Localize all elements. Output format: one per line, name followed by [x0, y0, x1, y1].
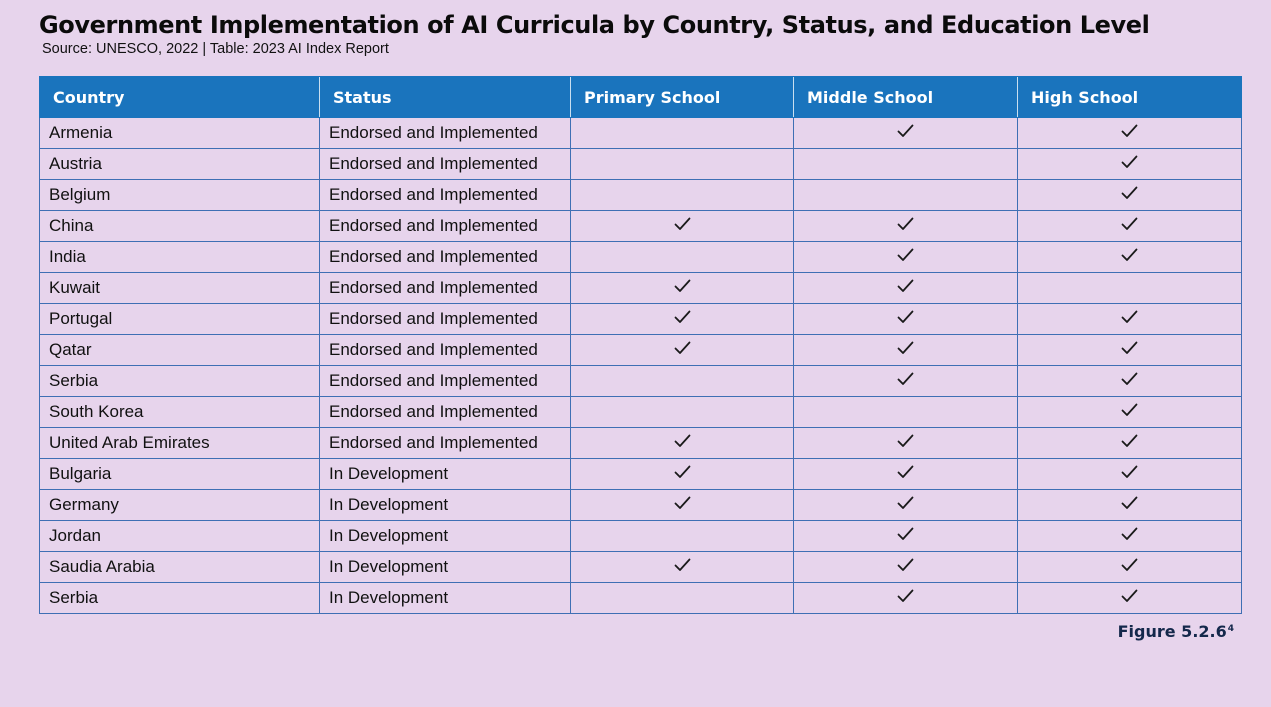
checkmark-icon: [897, 340, 914, 360]
checkmark-icon: [1121, 402, 1138, 422]
source-note: Source: UNESCO, 2022 | Table: 2023 AI Index Report: [42, 41, 389, 57]
high-school-cell: [1018, 428, 1242, 459]
table-row: [40, 552, 1242, 583]
high-school-cell: [1018, 583, 1242, 614]
table-row: [40, 180, 1242, 211]
status-cell: Endorsed and Implemented: [320, 211, 571, 242]
primary-school-cell: [571, 335, 794, 366]
checkmark-icon: [1121, 309, 1138, 329]
country-cell: Kuwait: [40, 273, 320, 304]
status-cell: Endorsed and Implemented: [320, 366, 571, 397]
column-header-middle-school: Middle School: [794, 77, 1018, 118]
status-cell: Endorsed and Implemented: [320, 180, 571, 211]
checkmark-icon: [674, 433, 691, 453]
checkmark-icon: [1121, 185, 1138, 205]
high-school-cell: [1018, 335, 1242, 366]
middle-school-cell: [794, 273, 1018, 304]
checkmark-icon: [674, 557, 691, 577]
column-header-primary-school: Primary School: [571, 77, 794, 118]
status-cell: Endorsed and Implemented: [320, 428, 571, 459]
primary-school-cell: [571, 118, 794, 149]
high-school-cell: [1018, 521, 1242, 552]
table-row: [40, 459, 1242, 490]
table-header-row: [40, 77, 1242, 118]
figure-number: Figure 5.2.6: [1117, 622, 1227, 641]
page-title: Government Implementation of AI Curricula by Country, Status, and Education Level: [39, 11, 1150, 39]
table-row: [40, 242, 1242, 273]
checkmark-icon: [1121, 495, 1138, 515]
status-cell: In Development: [320, 552, 571, 583]
middle-school-cell: [794, 521, 1018, 552]
primary-school-cell: [571, 428, 794, 459]
checkmark-icon: [897, 309, 914, 329]
primary-school-cell: [571, 273, 794, 304]
primary-school-cell: [571, 304, 794, 335]
high-school-cell: [1018, 552, 1242, 583]
high-school-cell: [1018, 490, 1242, 521]
checkmark-icon: [674, 495, 691, 515]
checkmark-icon: [1121, 154, 1138, 174]
table-row: [40, 521, 1242, 552]
country-cell: Germany: [40, 490, 320, 521]
checkmark-icon: [1121, 216, 1138, 236]
status-cell: In Development: [320, 459, 571, 490]
status-cell: Endorsed and Implemented: [320, 273, 571, 304]
high-school-cell: [1018, 180, 1242, 211]
checkmark-icon: [1121, 123, 1138, 143]
primary-school-cell: [571, 397, 794, 428]
country-cell: Armenia: [40, 118, 320, 149]
middle-school-cell: [794, 149, 1018, 180]
country-cell: India: [40, 242, 320, 273]
country-cell: Saudia Arabia: [40, 552, 320, 583]
status-cell: Endorsed and Implemented: [320, 304, 571, 335]
column-header-high-school: High School: [1018, 77, 1242, 118]
checkmark-icon: [1121, 371, 1138, 391]
status-cell: Endorsed and Implemented: [320, 149, 571, 180]
curricula-table: [39, 76, 1242, 614]
checkmark-icon: [897, 247, 914, 267]
checkmark-icon: [897, 278, 914, 298]
table-row: [40, 149, 1242, 180]
high-school-cell: [1018, 397, 1242, 428]
table-row: [40, 490, 1242, 521]
middle-school-cell: [794, 428, 1018, 459]
middle-school-cell: [794, 366, 1018, 397]
high-school-cell: [1018, 273, 1242, 304]
status-cell: Endorsed and Implemented: [320, 242, 571, 273]
middle-school-cell: [794, 490, 1018, 521]
checkmark-icon: [897, 216, 914, 236]
high-school-cell: [1018, 304, 1242, 335]
status-cell: In Development: [320, 583, 571, 614]
country-cell: Bulgaria: [40, 459, 320, 490]
table-row: [40, 428, 1242, 459]
checkmark-icon: [897, 123, 914, 143]
checkmark-icon: [897, 526, 914, 546]
high-school-cell: [1018, 366, 1242, 397]
column-header-country: Country: [40, 77, 320, 118]
checkmark-icon: [897, 495, 914, 515]
middle-school-cell: [794, 242, 1018, 273]
primary-school-cell: [571, 149, 794, 180]
country-cell: Serbia: [40, 366, 320, 397]
checkmark-icon: [1121, 588, 1138, 608]
primary-school-cell: [571, 552, 794, 583]
checkmark-icon: [1121, 247, 1138, 267]
footnote-marker: 4: [1227, 623, 1234, 634]
middle-school-cell: [794, 552, 1018, 583]
middle-school-cell: [794, 180, 1018, 211]
country-cell: Portugal: [40, 304, 320, 335]
primary-school-cell: [571, 459, 794, 490]
status-cell: In Development: [320, 521, 571, 552]
checkmark-icon: [1121, 433, 1138, 453]
middle-school-cell: [794, 583, 1018, 614]
checkmark-icon: [674, 309, 691, 329]
checkmark-icon: [1121, 464, 1138, 484]
table-row: [40, 583, 1242, 614]
checkmark-icon: [897, 588, 914, 608]
high-school-cell: [1018, 211, 1242, 242]
checkmark-icon: [897, 433, 914, 453]
primary-school-cell: [571, 521, 794, 552]
high-school-cell: [1018, 459, 1242, 490]
checkmark-icon: [1121, 557, 1138, 577]
status-cell: Endorsed and Implemented: [320, 335, 571, 366]
country-cell: Belgium: [40, 180, 320, 211]
middle-school-cell: [794, 335, 1018, 366]
high-school-cell: [1018, 118, 1242, 149]
status-cell: Endorsed and Implemented: [320, 118, 571, 149]
figure-label: [1118, 622, 1234, 641]
checkmark-icon: [1121, 340, 1138, 360]
status-cell: Endorsed and Implemented: [320, 397, 571, 428]
checkmark-icon: [897, 464, 914, 484]
column-header-status: Status: [320, 77, 571, 118]
country-cell: Jordan: [40, 521, 320, 552]
checkmark-icon: [897, 557, 914, 577]
table-row: [40, 335, 1242, 366]
status-cell: In Development: [320, 490, 571, 521]
primary-school-cell: [571, 583, 794, 614]
high-school-cell: [1018, 242, 1242, 273]
table-row: [40, 304, 1242, 335]
checkmark-icon: [897, 371, 914, 391]
country-cell: China: [40, 211, 320, 242]
country-cell: United Arab Emirates: [40, 428, 320, 459]
middle-school-cell: [794, 304, 1018, 335]
high-school-cell: [1018, 149, 1242, 180]
checkmark-icon: [674, 464, 691, 484]
primary-school-cell: [571, 211, 794, 242]
table-row: [40, 366, 1242, 397]
table-row: [40, 211, 1242, 242]
primary-school-cell: [571, 366, 794, 397]
checkmark-icon: [1121, 526, 1138, 546]
country-cell: South Korea: [40, 397, 320, 428]
middle-school-cell: [794, 459, 1018, 490]
primary-school-cell: [571, 490, 794, 521]
middle-school-cell: [794, 118, 1018, 149]
checkmark-icon: [674, 278, 691, 298]
checkmark-icon: [674, 340, 691, 360]
middle-school-cell: [794, 211, 1018, 242]
primary-school-cell: [571, 180, 794, 211]
table-row: [40, 273, 1242, 304]
table-body: [40, 118, 1242, 614]
country-cell: Austria: [40, 149, 320, 180]
table-row: [40, 397, 1242, 428]
primary-school-cell: [571, 242, 794, 273]
middle-school-cell: [794, 397, 1018, 428]
country-cell: Qatar: [40, 335, 320, 366]
checkmark-icon: [674, 216, 691, 236]
country-cell: Serbia: [40, 583, 320, 614]
table-row: [40, 118, 1242, 149]
